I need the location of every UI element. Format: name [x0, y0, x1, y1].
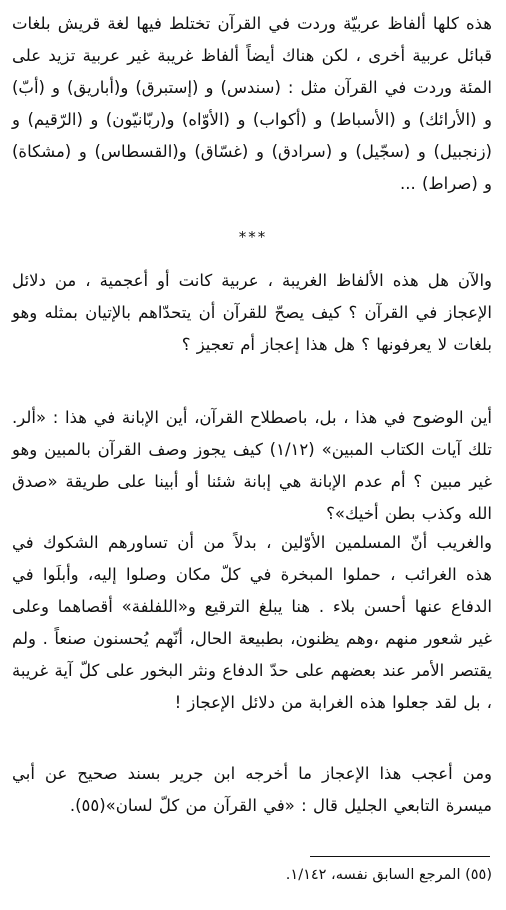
footnote-rule	[310, 856, 490, 857]
section-separator: ***	[238, 228, 268, 246]
footnote: (٥٥) المرجع السابق نفسه، ١/١٤٢.	[285, 867, 492, 883]
paragraph-foreign-words: هذه كلها ألفاظ عربيّة وردت في القرآن تختلط فيها لغة قريش بلغات قبائل عربية أخرى ، لكن هناك أيضاً ألفاظ غريبة غير عربية تزيد على المئة وردت في القرآن مثل : (سندس) و (إستبرق) و(أباريق) و (أبّ) و (الأرائك) و (الأسباط) و (أكواب) و (الأوّاه) و(ربّانيّون) و (الرّقيم) و (زنجبيل) و (سجّيل) و (سرادق) و (غسّاق) و(القسطاس) و (مشكاة) و (صراط) ...	[12, 14, 492, 193]
paragraph-ibn-jarir: ومن أعجب هذا الإعجاز ما أخرجه ابن جرير بسند صحيح عن أبي ميسرة التابعي الجليل قال : «في القرآن من كلّ لسان»(٥٥).	[12, 764, 492, 815]
paragraph-early-muslims: والغريب أنّ المسلمين الأوّلين ، بدلاً من أن تساورهم الشكوك في هذه الغرائب ، حملوا المبخرة في كلّ مكان وصلوا إليه، وأبلَوا في الدفاع عنها أحسن بلاء . هنا يبلغ الترقيع و«اللفلفة» أقصاهما وعلى غير شعور منهم ،وهم يظنون، بطبيعة الحال، أنّهم يُحسنون صنعاً . ولم يقتصر الأمر عند بعضهم على حدّ الدفاع ونثر البخور على كلّ آية غريبة ، بل لقد جعلوا هذه الغرابة من دلائل الإعجاز !	[12, 533, 492, 712]
paragraph-clarity: أين الوضوح في هذا ، بل، باصطلاح القرآن، أين الإبانة في هذا : «ألر. تلك آيات الكتاب المبين» (١/١٢) كيف يجوز وصف القرآن بالمبين وهو غير مبين ؟ أم عدم الإبانة هي إبانة شئنا أو أبينا على طريقة «صدق الله وكذب بطن أخيك»؟	[12, 408, 492, 523]
paragraph-miracle-question: والآن هل هذه الألفاظ الغريبة ، عربية كانت أو أعجمية ، من دلائل الإعجاز في القرآن ؟ كيف يصحّ للقرآن أن يتحدّاهم بالإتيان بمثله وهو بلغات لا يعرفونها ؟ هل هذا إعجاز أم تعجيز ؟	[12, 271, 492, 354]
